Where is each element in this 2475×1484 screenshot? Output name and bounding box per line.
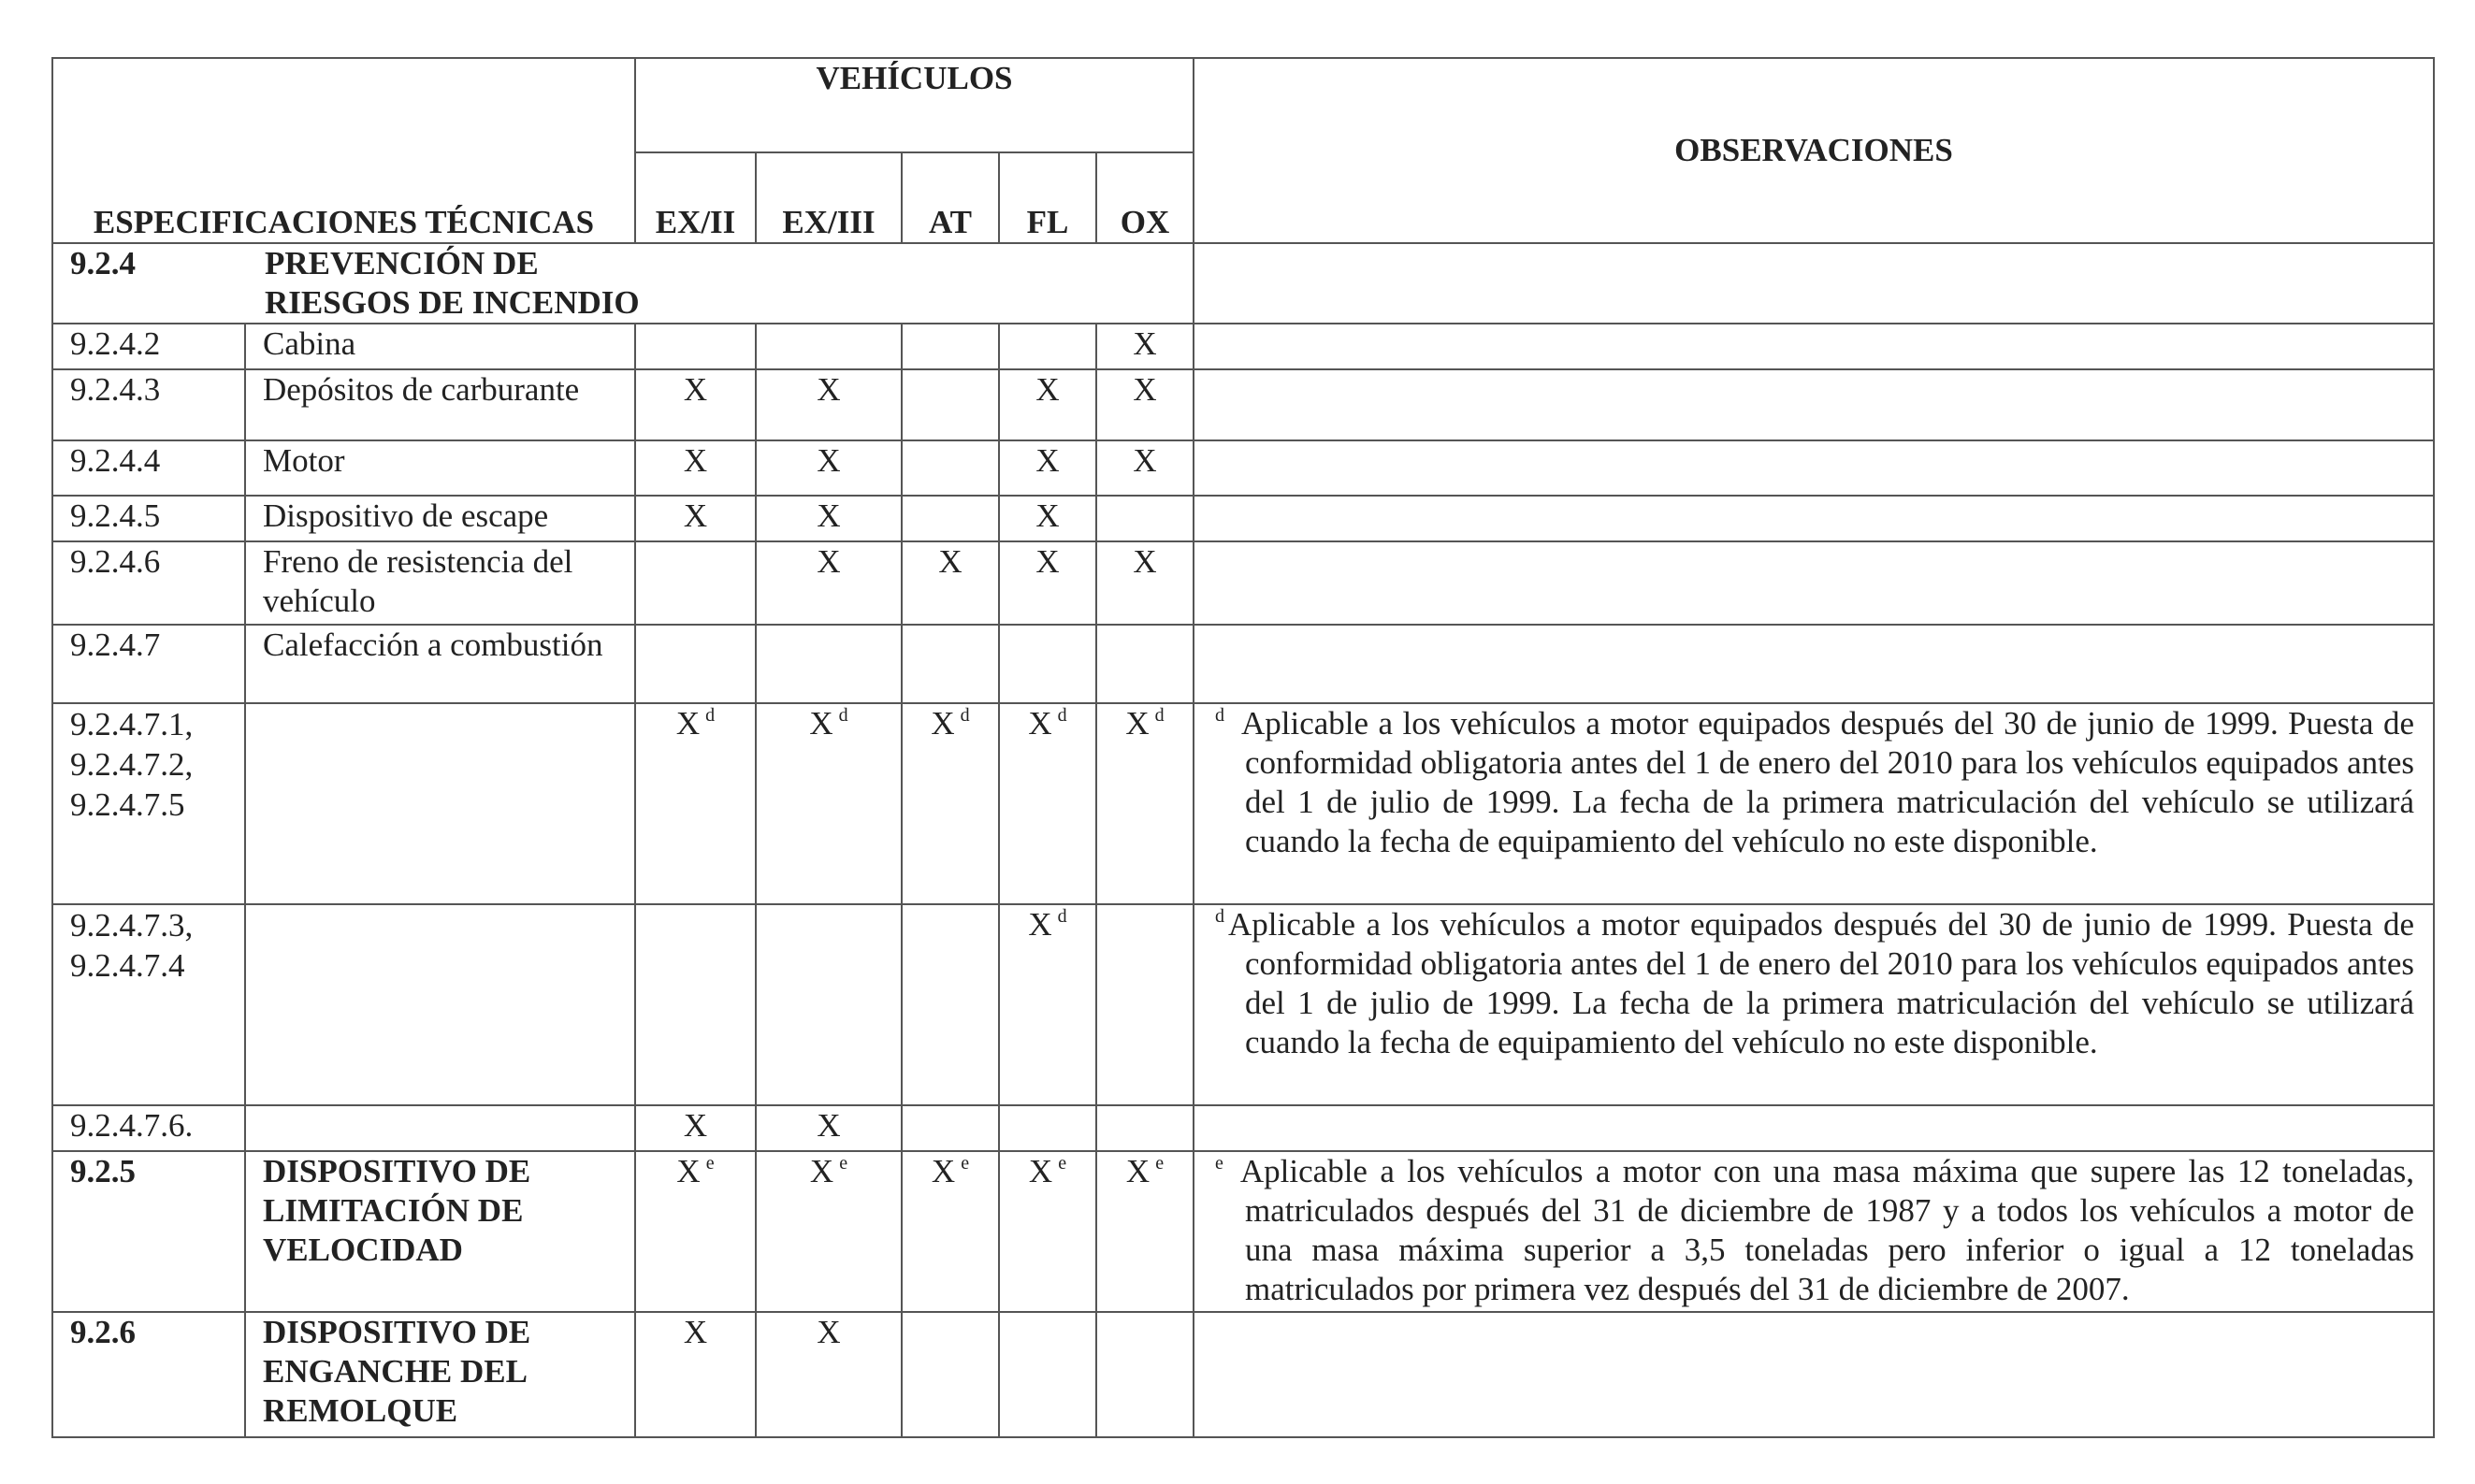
applicability-mark: X (1125, 705, 1150, 742)
footnote-reference: e (1058, 1153, 1067, 1174)
row-code-line: 9.2.6 (70, 1314, 136, 1350)
applicability-mark: X (675, 705, 701, 742)
mark-cell-fl (999, 496, 1096, 541)
row-code (52, 1151, 245, 1312)
footnote-reference: e (1155, 1153, 1165, 1174)
especificaciones-header: ESPECIFICACIONES TÉCNICAS (52, 152, 635, 243)
table-row (52, 904, 2434, 1105)
applicability-mark: X (683, 442, 708, 479)
column-header-fl: FL (999, 152, 1096, 243)
row-code-line: 9.2.4.4 (70, 442, 161, 479)
applicability-mark: X (931, 1153, 956, 1189)
mark-cell-at (902, 1312, 999, 1437)
observation-cell (1194, 1105, 2434, 1151)
mark-cell-ex-iii (756, 1151, 902, 1312)
table-row (52, 440, 2434, 496)
table-row (52, 1151, 2434, 1312)
footnote-marker: d (1215, 705, 1225, 726)
mark-cell-at (902, 1105, 999, 1151)
mark-cell-at (902, 496, 999, 541)
row-title: Motor (245, 440, 635, 496)
applicability-mark: X (817, 543, 841, 580)
mark-cell-fl (999, 904, 1096, 1105)
mark-cell-ox (1096, 703, 1194, 904)
mark-cell-ox (1096, 1312, 1194, 1437)
mark-cell-ox (1096, 1105, 1194, 1151)
mark-cell-ox (1096, 369, 1194, 440)
footnote-body: Aplicable a los vehículos a motor equipados después del 30 de junio de 1999. Puesta de conformidad obligatoria antes del 1 de enero del 2010 para los vehículos equipados antes del 1 de julio de 1999. La fecha de la primera matriculación del vehículo se utilizará cuando la fecha de equipamiento del vehículo no este disponible. (1241, 705, 2415, 859)
table-row (52, 243, 2434, 324)
observation-cell (1194, 440, 2434, 496)
observation-cell (1194, 541, 2434, 625)
applicability-mark: X (1133, 325, 1157, 362)
footnote-reference: d (705, 705, 716, 726)
column-header-ex-ii: EX/II (635, 152, 756, 243)
mark-cell-at (902, 703, 999, 904)
table-row (52, 496, 2434, 541)
row-title: Depósitos de carburante (245, 369, 635, 440)
footnote-reference: e (705, 1153, 715, 1174)
row-title: PREVENCIÓN DE RIESGOS DE INCENDIO (265, 245, 640, 321)
footnote-reference: d (838, 705, 848, 726)
table-row (52, 1105, 2434, 1151)
footnote-reference: d (1057, 705, 1067, 726)
applicability-mark: X (809, 1153, 834, 1189)
observation-cell (1194, 324, 2434, 369)
applicability-mark: X (1028, 1153, 1053, 1189)
column-header-ex-iii: EX/III (756, 152, 902, 243)
observation-cell (1194, 625, 2434, 703)
mark-cell-ex-iii (756, 496, 902, 541)
mark-cell-ex-iii (756, 369, 902, 440)
mark-cell-ex-iii (756, 703, 902, 904)
row-title (245, 703, 635, 904)
mark-cell-at (902, 625, 999, 703)
mark-cell-ex-ii (635, 541, 756, 625)
mark-cell-ex-iii (756, 1105, 902, 1151)
applicability-mark: X (1035, 543, 1060, 580)
mark-cell-ex-ii (635, 1151, 756, 1312)
table-row (52, 324, 2434, 369)
applicability-mark: X (1035, 442, 1060, 479)
mark-cell-ex-iii (756, 324, 902, 369)
row-code-line: 9.2.4.7.3, (70, 907, 194, 944)
observation-cell (1194, 243, 2434, 324)
mark-cell-ex-iii (756, 1312, 902, 1437)
mark-cell-ox (1096, 904, 1194, 1105)
mark-cell-ex-ii (635, 324, 756, 369)
row-code (52, 369, 245, 440)
row-code (52, 1105, 245, 1151)
row-title: Freno de resistencia del vehículo (245, 541, 635, 625)
row-code (52, 1312, 245, 1437)
row-code (52, 440, 245, 496)
mark-cell-ox (1096, 625, 1194, 703)
applicability-mark: X (676, 1153, 701, 1189)
mark-cell-ex-ii (635, 1105, 756, 1151)
mark-cell-fl (999, 703, 1096, 904)
table-row (52, 625, 2434, 703)
row-code-line: 9.2.4.6 (70, 543, 161, 580)
mark-cell-ex-iii (756, 904, 902, 1105)
observaciones-header: OBSERVACIONES (1194, 58, 2434, 243)
row-title: DISPOSITIVO DE ENGANCHE DEL REMOLQUE (245, 1312, 635, 1437)
section-heading-cell (52, 243, 1194, 324)
mark-cell-ex-ii (635, 904, 756, 1105)
mark-cell-ox (1096, 496, 1194, 541)
applicability-mark: X (1035, 497, 1060, 534)
mark-cell-fl (999, 541, 1096, 625)
mark-cell-at (902, 904, 999, 1105)
header-row-top (52, 58, 2434, 152)
observation-cell (1194, 1151, 2434, 1312)
applicability-mark: X (683, 371, 708, 408)
applicability-mark: X (1028, 906, 1052, 943)
applicability-mark: X (809, 705, 833, 742)
row-code (52, 541, 245, 625)
mark-cell-ex-ii (635, 496, 756, 541)
column-header-ox: OX (1096, 152, 1194, 243)
mark-cell-ex-ii (635, 369, 756, 440)
mark-cell-ox (1096, 324, 1194, 369)
mark-cell-ex-iii (756, 541, 902, 625)
row-code-line: 9.2.4.7.2, (70, 746, 194, 783)
row-title (245, 1105, 635, 1151)
footnote-text (1209, 905, 2414, 1062)
observation-cell (1194, 703, 2434, 904)
mark-cell-ox (1096, 541, 1194, 625)
row-code (52, 496, 245, 541)
applicability-mark: X (938, 543, 962, 580)
footnote-reference: d (1154, 705, 1165, 726)
mark-cell-fl (999, 1312, 1096, 1437)
mark-cell-ex-ii (635, 625, 756, 703)
row-code-line: 9.2.4.5 (70, 497, 161, 534)
row-code (52, 703, 245, 904)
observation-cell (1194, 904, 2434, 1105)
mark-cell-ex-ii (635, 703, 756, 904)
row-title: Calefacción a combustión (245, 625, 635, 703)
row-code: 9.2.4 (70, 245, 136, 281)
row-code (52, 904, 245, 1105)
mark-cell-fl (999, 324, 1096, 369)
footnote-marker: d (1215, 906, 1225, 927)
mark-cell-ex-iii (756, 440, 902, 496)
mark-cell-fl (999, 625, 1096, 703)
vehiculos-header: VEHÍCULOS (635, 58, 1194, 152)
mark-cell-ex-ii (635, 1312, 756, 1437)
footnote-marker: e (1215, 1153, 1223, 1174)
footnote-reference: d (1057, 906, 1067, 927)
mark-cell-ox (1096, 440, 1194, 496)
footnote-body: Aplicable a los vehículos a motor equipados después del 30 de junio de 1999. Puesta de conformidad obligatoria antes del 1 de enero del 2010 para los vehículos equipados antes del 1 de julio de 1999. La fecha de la primera matriculación del vehículo se utilizará cuando la fecha de equipamiento del vehículo no este disponible. (1228, 906, 2415, 1060)
row-code-line: 9.2.4.7.6. (70, 1107, 194, 1144)
mark-cell-at (902, 541, 999, 625)
mark-cell-fl (999, 440, 1096, 496)
applicability-mark: X (1133, 442, 1157, 479)
footnote-reference: e (839, 1153, 848, 1174)
row-code-line: 9.2.4.7.4 (70, 947, 185, 984)
applicability-mark: X (1125, 1153, 1151, 1189)
row-code (52, 625, 245, 703)
footnote-reference: d (960, 705, 970, 726)
observation-cell (1194, 496, 2434, 541)
mark-cell-at (902, 369, 999, 440)
table-body (52, 243, 2434, 1437)
applicability-mark: X (931, 705, 955, 742)
observation-cell (1194, 369, 2434, 440)
footnote-body: Aplicable a los vehículos a motor con una masa máxima que supere las 12 toneladas, matriculados después del 31 de diciembre de 1987 y a todos los vehículos a motor de una masa máxima superior a 3,5 toneladas pero inferior o igual a 12 toneladas matriculados por primera vez después del 31 de diciembre de 2007. (1239, 1153, 2415, 1307)
table-row (52, 369, 2434, 440)
footnote-reference: e (961, 1153, 970, 1174)
mark-cell-fl (999, 1105, 1096, 1151)
row-code-line: 9.2.4.7 (70, 627, 161, 663)
applicability-mark: X (683, 1107, 708, 1144)
row-code-line: 9.2.5 (70, 1153, 136, 1189)
row-code-line: 9.2.4.2 (70, 325, 161, 362)
applicability-mark: X (1133, 543, 1157, 580)
column-header-at: AT (902, 152, 999, 243)
mark-cell-ox (1096, 1151, 1194, 1312)
row-code-line: 9.2.4.7.5 (70, 786, 185, 823)
row-code-line: 9.2.4.3 (70, 371, 161, 408)
applicability-mark: X (817, 497, 841, 534)
table-row (52, 541, 2434, 625)
specifications-table (51, 57, 2435, 1438)
row-code (52, 324, 245, 369)
applicability-mark: X (683, 1314, 708, 1350)
table-row (52, 703, 2434, 904)
mark-cell-at (902, 324, 999, 369)
mark-cell-at (902, 1151, 999, 1312)
applicability-mark: X (817, 1314, 841, 1350)
row-code-line: 9.2.4.7.1, (70, 706, 194, 742)
mark-cell-ex-ii (635, 440, 756, 496)
applicability-mark: X (817, 1107, 841, 1144)
header-blank-cell (52, 58, 635, 152)
applicability-mark: X (1028, 705, 1052, 742)
applicability-mark: X (683, 497, 708, 534)
mark-cell-ex-iii (756, 625, 902, 703)
applicability-mark: X (1133, 371, 1157, 408)
footnote-text (1209, 1152, 2414, 1309)
row-title: DISPOSITIVO DE LIMITACIÓN DE VELOCIDAD (245, 1151, 635, 1312)
mark-cell-fl (999, 1151, 1096, 1312)
mark-cell-at (902, 440, 999, 496)
observation-cell (1194, 1312, 2434, 1437)
table-row (52, 1312, 2434, 1437)
applicability-mark: X (1035, 371, 1060, 408)
applicability-mark: X (817, 442, 841, 479)
mark-cell-fl (999, 369, 1096, 440)
row-title (245, 904, 635, 1105)
row-title: Cabina (245, 324, 635, 369)
footnote-text (1209, 704, 2414, 861)
row-title: Dispositivo de escape (245, 496, 635, 541)
applicability-mark: X (817, 371, 841, 408)
